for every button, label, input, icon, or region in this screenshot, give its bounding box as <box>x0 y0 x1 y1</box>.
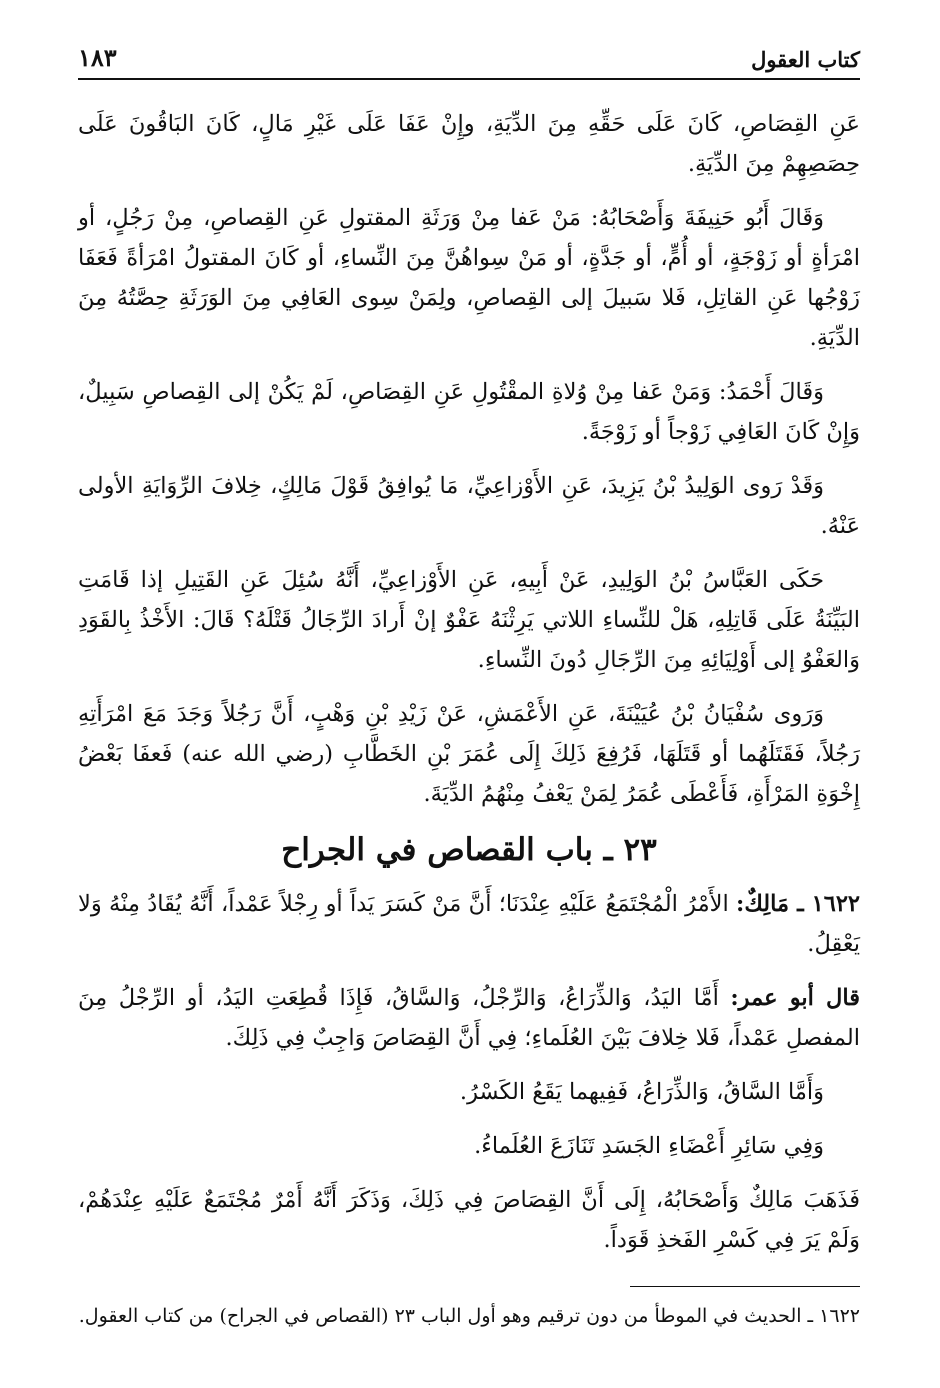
commentary-speaker: قال أبو عمر: <box>730 985 860 1011</box>
main-text <box>78 104 860 1260</box>
commentary-paragraph <box>78 978 860 1058</box>
paragraph-after-3: فَذَهَبَ مَالِكٌ وَأَصْحَابُهُ، إِلَى أَنَّ القِصَاصَ فِي ذَلِكَ، وَذَكَرَ أَنَّهُ أَمْرٌ مُجْتَمَعٌ عَلَيْهِ عِنْدَهُمْ، وَلَمْ يَرَ فِي كَسْرِ الفَخذِ قَوَداً. <box>78 1187 860 1253</box>
running-head <box>78 28 860 80</box>
book-title: كتاب العقول <box>751 47 860 72</box>
commentary-text: أَمَّا اليَدُ، وَالذِّرَاعُ، وَالرِّجْلُ، وَالسَّاقُ، فَإِذَا قُطِعَتِ اليَدُ، أو الرِّجْلُ مِنَ المفصلِ عَمْداً، فَلا خِلافَ بَيْنَ العُلَماءِ؛ فِي أَنَّ القِصَاصَ وَاجِبٌ فِي ذَلِكَ. <box>78 985 860 1051</box>
hadith-paragraph <box>78 884 860 964</box>
paragraph-5: حَكَى العَبَّاسُ بْنُ الوَلِيدِ، عَنْ أَبِيهِ، عَنِ الأَوْزاعِيِّ، أَنَّهُ سُئِلَ عَنِ القَتِيلِ إذا قَامَتِ البَيِّنَةُ عَلَى قَاتِلِهِ، هَلْ للنِّساءِ اللاتي يَرِثْنَهُ عَفْوٌ إنْ أَرادَ الرِّجَالُ قَتْلَهُ؟ قَالَ: الأَخْذُ بِالقَوَدِ وَالعَفْوُ إلى أَوْلِيَائِهِ مِنَ الرِّجَالِ دُونَ النِّساءِ. <box>78 567 860 673</box>
document-page <box>78 28 860 1368</box>
hadith-number: ١٦٢٢ ـ مَالِكٌ: <box>736 891 860 917</box>
section-heading: ٢٣ ـ باب القصاص في الجراح <box>281 832 657 868</box>
paragraph-6: وَرَوى سُفْيَانُ بْنُ عُيَيْنَةَ، عَنِ الأَعْمَشِ، عَنْ زَيْدِ بْنِ وَهْبٍ، أَنَّ رَجُلاً وَجَدَ مَعَ امْرَأَتِهِ رَجُلاً، فَقَتَلَهُما أو قَتَلَهَا، فَرُفِعَ ذَلِكَ إِلَى عُمَرَ بْنِ الخَطَّابِ (رضي الله عنه) فَعفَا بَعْضُ إِخْوَةِ المَرْأَةِ، فَأَعْطَى عُمَرُ لِمَنْ يَعْفُ مِنْهُمُ الدِّيَةَ. <box>78 701 860 807</box>
paragraph-2: وَقَالَ أَبُو حَنِيفَةَ وَأَصْحَابُهُ: مَنْ عَفا مِنْ وَرَثَةِ المقتولِ عَنِ القِصاصِ، مِنْ رَجُلٍ، أو امْرَأةٍ أو زَوْجَةٍ، أو أُمٍّ، أو جَدَّةٍ، أو مَنْ سِواهُنَّ مِنَ النِّساءِ، أو كَانَ المقتولُ امْرَأةً فَعَفَا زَوْجُها عَنِ القاتِلِ، فَلا سَبيلَ إلى القِصاصِ، ولِمَنْ سِوى العَافِي مِنَ الوَرَثَةِ حِصَّتُهُ مِنَ الدِّيَةِ. <box>78 205 860 351</box>
hadith-text: الأَمْرُ الْمُجْتَمَعُ عَلَيْهِ عِنْدَنَا؛ أَنَّ مَنْ كَسَرَ يَداً أو رِجْلاً عَمْداً، أَنَّهُ يُقَادُ مِنْهُ وَلا يَعْقِلُ. <box>78 891 860 957</box>
paragraph-after-2: وَفِي سَائِرِ أَعْضَاءِ الجَسَدِ تَنَازَعَ العُلَماءُ. <box>474 1133 824 1159</box>
paragraph-4: وَقَدْ رَوى الوَلِيدُ بْنُ يَزِيدَ، عَنِ الأَوْزاعِيِّ، مَا يُوافِقُ قَوْلَ مَالِكٍ، خِلافَ الرِّوَايَةِ الأولى عَنْهُ. <box>78 473 860 539</box>
paragraph-1: عَنِ القِصَاصِ، كَانَ عَلَى حَقِّهِ مِنَ الدِّيَةِ، وإِنْ عَفَا عَلَى غَيْرِ مَالٍ، كَانَ البَاقُونَ عَلَى حِصَصِهِمْ مِنَ الدِّيَةِ. <box>78 111 860 177</box>
paragraph-3: وَقَالَ أَحْمَدُ: وَمَنْ عَفا مِنْ وُلاةِ المقْتُولِ عَنِ القِصَاصِ، لَمْ يَكُنْ إلى القِصاصِ سَبِيلٌ، وَإِنْ كَانَ العَافِي زَوْجاً أو زَوْجَةً. <box>78 379 860 445</box>
footnote-divider <box>630 1286 860 1287</box>
footnote: ١٦٢٢ ـ الحديث في الموطأ من دون ترقيم وهو أول الباب ٢٣ (القصاص في الجراح) من كتاب العقول. <box>78 1305 860 1327</box>
paragraph-after-1: وَأَمَّا السَّاقُ، وَالذِّرَاعُ، فَفِيهما يَقَعُ الكَسْرُ. <box>459 1079 824 1105</box>
page-number: ١٨٣ <box>78 43 117 72</box>
